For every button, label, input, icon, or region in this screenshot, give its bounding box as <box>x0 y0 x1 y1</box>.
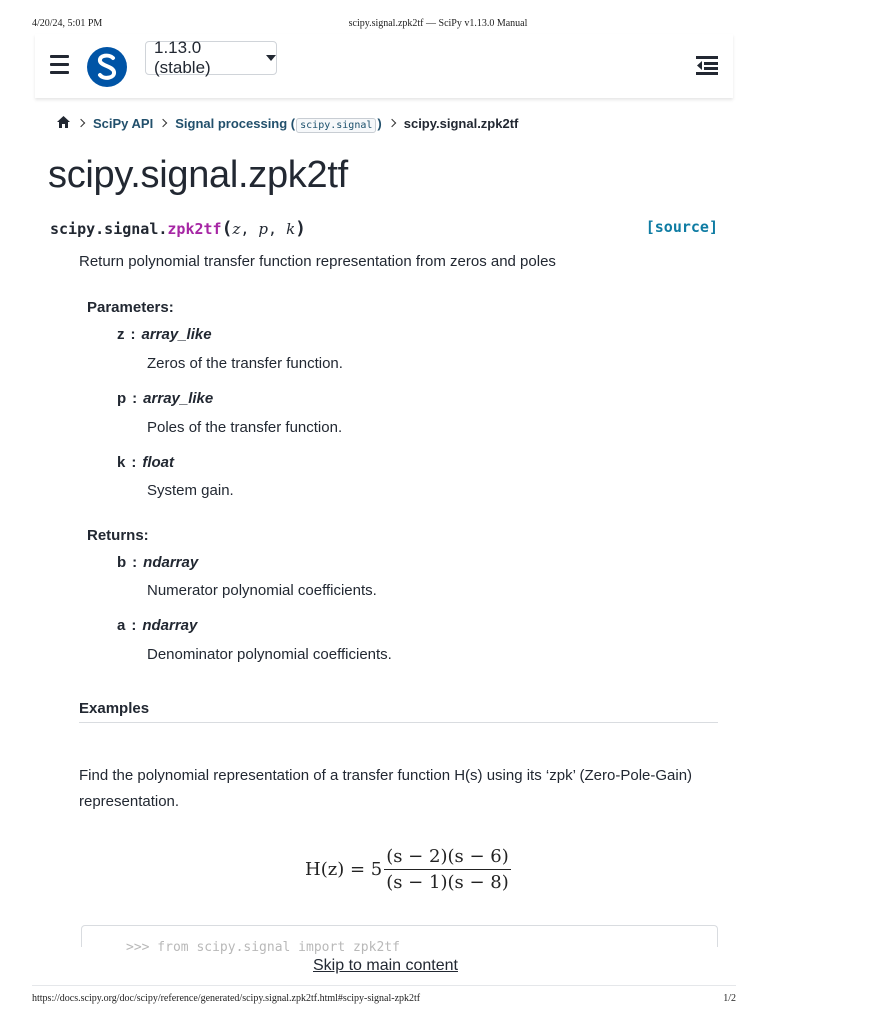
signature-arg-p: p <box>258 220 269 238</box>
code-line: >>> from scipy.signal import zpk2tf <box>126 940 400 955</box>
signature-open-paren: ( <box>221 218 233 239</box>
formula-fraction <box>384 846 511 893</box>
breadcrumb-current: scipy.signal.zpk2tf <box>403 115 519 131</box>
formula-lhs: H(z) = 5 <box>305 858 383 880</box>
page-title: scipy.signal.zpk2tf <box>48 154 348 196</box>
param-p-description: Poles of the transfer function. <box>147 419 343 436</box>
hamburger-menu-icon[interactable] <box>50 55 69 75</box>
return-b <box>117 554 198 571</box>
param-type: array_like <box>143 390 214 407</box>
breadcrumb-signal-label: Signal processing ( <box>175 115 296 131</box>
chevron-right-icon <box>387 119 395 127</box>
signature-comma: , <box>240 220 250 238</box>
chevron-right-icon <box>159 119 167 127</box>
print-datetime: 4/20/24, 5:01 PM <box>32 18 103 29</box>
return-a-description: Denominator polynomial coefficients. <box>147 646 392 663</box>
signature-comma: , <box>268 220 278 238</box>
caret-down-icon <box>266 55 276 61</box>
return-type: ndarray <box>143 554 199 571</box>
breadcrumb-signal-processing[interactable] <box>175 116 382 131</box>
examples-description: Find the polynomial representation of a transfer function H(s) using its ‘zpk’ (Zero-Pole-Gain) representation. <box>79 767 693 810</box>
parameters-heading: Parameters: <box>87 299 174 316</box>
formula-denominator: (s − 1)(s − 8) <box>386 871 509 893</box>
scipy-logo-icon[interactable] <box>85 44 130 89</box>
param-name: z <box>117 326 125 343</box>
param-z <box>117 326 212 343</box>
param-name: k <box>117 454 126 471</box>
home-icon[interactable] <box>56 115 71 132</box>
version-label: 1.13.0 (stable) <box>154 38 211 77</box>
signature-arg-z: z <box>232 220 241 238</box>
return-name: b <box>117 554 127 571</box>
return-colon: : <box>131 617 137 634</box>
skip-to-main-content-link[interactable]: Skip to main content <box>313 957 458 974</box>
return-b-description: Numerator polynomial coefficients. <box>147 582 377 599</box>
source-link[interactable]: [source] <box>645 218 718 236</box>
param-k-description: System gain. <box>147 482 234 499</box>
return-name: a <box>117 617 126 634</box>
return-a <box>117 617 197 634</box>
param-colon: : <box>132 390 138 407</box>
param-type: array_like <box>141 326 212 343</box>
return-colon: : <box>132 554 138 571</box>
signature-close-paren: ) <box>295 218 307 239</box>
function-signature <box>50 218 306 239</box>
print-footer <box>0 993 768 1007</box>
param-k <box>117 454 174 471</box>
breadcrumb <box>56 114 518 132</box>
sidebar-collapse-icon[interactable] <box>696 55 718 76</box>
signature-module: scipy.signal. <box>50 220 168 238</box>
return-type: ndarray <box>142 617 198 634</box>
signature-function-name: zpk2tf <box>167 220 222 238</box>
breadcrumb-scipy-api[interactable]: SciPy API <box>93 115 154 131</box>
function-summary: Return polynomial transfer function representation from zeros and poles <box>79 253 556 270</box>
param-colon: : <box>130 326 136 343</box>
example-code-block[interactable] <box>81 925 718 955</box>
param-colon: : <box>131 454 137 471</box>
param-type: float <box>142 454 175 471</box>
returns-heading: Returns: <box>87 527 149 544</box>
chevron-right-icon <box>77 119 85 127</box>
print-doc-title: scipy.signal.zpk2tf — SciPy v1.13.0 Manual <box>348 18 528 29</box>
signature-arg-k: k <box>286 220 296 238</box>
print-page-number: 1/2 <box>723 993 736 1004</box>
examples-heading: Examples <box>79 700 150 717</box>
breadcrumb-close-paren: ) <box>377 115 382 131</box>
examples-divider <box>79 722 718 723</box>
transfer-function-formula <box>305 840 511 898</box>
param-name: p <box>117 390 127 407</box>
print-header <box>0 18 768 32</box>
formula-numerator: (s − 2)(s − 6) <box>384 846 511 870</box>
footer-divider <box>32 985 736 986</box>
breadcrumb-module-code: scipy.signal <box>296 118 376 133</box>
print-url: https://docs.scipy.org/doc/scipy/reference/generated/scipy.signal.zpk2tf.html#scipy-signal-zpk2tf <box>32 993 421 1004</box>
version-switcher-button[interactable] <box>145 38 277 77</box>
param-z-description: Zeros of the transfer function. <box>147 355 343 372</box>
top-navbar <box>35 34 733 98</box>
param-p <box>117 390 213 407</box>
